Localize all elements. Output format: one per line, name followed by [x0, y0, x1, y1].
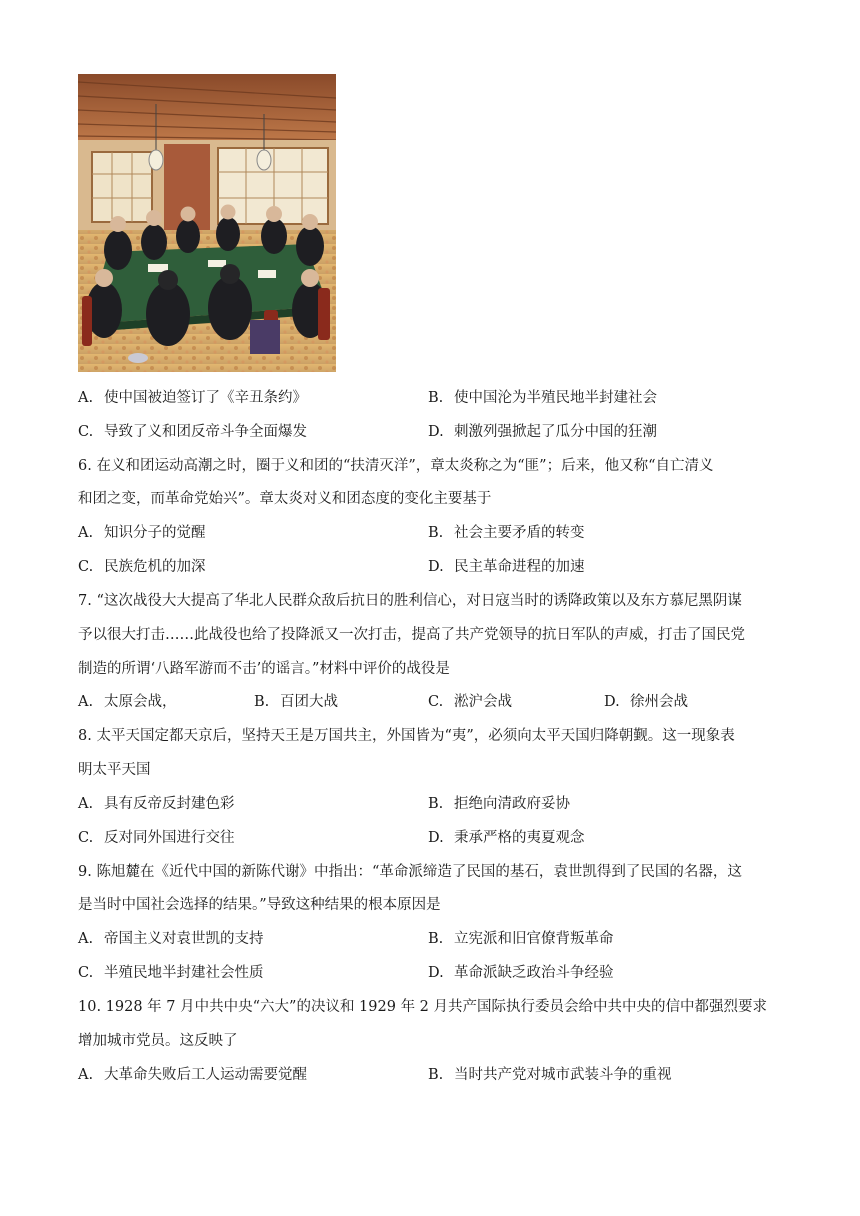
- q9-stem-line-1: 9. 陈旭麓在《近代中国的新陈代谢》中指出：“革命派缔造了民国的基石，袁世凯得到了民国的名器，这: [78, 864, 742, 880]
- option-letter: C.: [428, 694, 444, 710]
- option-letter: A.: [78, 931, 94, 947]
- option-text: 半殖民地半封建社会性质: [104, 965, 264, 981]
- option-text: 反对同外国进行交往: [104, 830, 235, 846]
- option-text: 具有反帝反封建色彩: [104, 796, 235, 812]
- q6-option-c: [78, 557, 206, 577]
- option-letter: A.: [78, 525, 94, 541]
- option-letter: A.: [78, 390, 94, 406]
- option-letter: D.: [428, 965, 444, 981]
- q7-option-a: [78, 692, 177, 712]
- q5-option-d: [428, 422, 657, 442]
- q9-stem-line-2: 是当时中国社会选择的结果。”导致这种结果的根本原因是: [78, 897, 441, 913]
- option-letter: A.: [78, 694, 94, 710]
- q7-option-d: [604, 692, 688, 712]
- option-text: 刺激列强掀起了瓜分中国的狂潮: [454, 424, 657, 440]
- option-letter: A.: [78, 1067, 94, 1083]
- option-letter: D.: [428, 830, 444, 846]
- option-text: 当时共产党对城市武装斗争的重视: [454, 1067, 672, 1083]
- option-text: 民族危机的加深: [104, 559, 206, 575]
- q7-stem-line-2: 予以很大打击……此战役也给了投降派又一次打击，提高了共产党领导的抗日军队的声威，打击了国民党: [78, 627, 745, 643]
- q8-option-b: [428, 794, 570, 814]
- option-text: 拒绝向清政府妥协: [454, 796, 570, 812]
- option-text: 革命派缺乏政治斗争经验: [454, 965, 614, 981]
- option-text: 大革命失败后工人运动需要觉醒: [104, 1067, 307, 1083]
- option-letter: B.: [428, 1067, 444, 1083]
- option-letter: C.: [78, 830, 94, 846]
- option-text: 民主革命进程的加速: [454, 559, 585, 575]
- q6-stem-line-2: 和团之变，而革命党始兴”。章太炎对义和团态度的变化主要基于: [78, 491, 492, 507]
- option-text: 秉承严格的夷夏观念: [454, 830, 585, 846]
- option-letter: B.: [428, 931, 444, 947]
- q6-option-b: [428, 523, 585, 543]
- q8-stem-line-2: 明太平天国: [78, 762, 151, 778]
- option-text: 社会主要矛盾的转变: [454, 525, 585, 541]
- q6-option-d: [428, 557, 585, 577]
- q10-stem-line-1: 10. 1928 年 7 月中共中央“六大”的决议和 1929 年 2 月共产国际执行委员会给中共中央的信中都强烈要求: [78, 999, 768, 1015]
- q9-option-c: [78, 963, 264, 983]
- q5-option-b: [428, 388, 657, 408]
- q7-stem-line-1: 7. “这次战役大大提高了华北人民群众敌后抗日的胜利信心，对日寇当时的诱降政策以及东方慕尼黑阴谋: [78, 593, 742, 609]
- option-text: 立宪派和旧官僚背叛革命: [454, 931, 614, 947]
- option-letter: C.: [78, 559, 94, 575]
- q9-option-a: [78, 929, 264, 949]
- option-text: 百团大战: [280, 694, 338, 710]
- q10-stem-line-2: 增加城市党员。这反映了: [78, 1033, 238, 1049]
- option-letter: B.: [428, 525, 444, 541]
- option-text: 知识分子的觉醒: [104, 525, 206, 541]
- option-letter: C.: [78, 424, 94, 440]
- option-letter: B.: [428, 796, 444, 812]
- option-letter: D.: [604, 694, 620, 710]
- q10-option-a: [78, 1065, 307, 1085]
- option-letter: B.: [254, 694, 270, 710]
- option-text: 使中国被迫签订了《辛丑条约》: [104, 390, 307, 406]
- option-text: 太原会战，: [104, 694, 177, 710]
- option-letter: D.: [428, 559, 444, 575]
- option-letter: C.: [78, 965, 94, 981]
- q10-option-b: [428, 1065, 672, 1085]
- q7-option-b: [254, 692, 338, 712]
- q8-stem-line-1: 8. 太平天国定都天京后，坚持天王是万国共主，外国皆为“夷”，必须向太平天国归降朝觐。这一现象表: [78, 728, 735, 744]
- conference-painting: [78, 74, 336, 372]
- option-text: 徐州会战: [630, 694, 688, 710]
- q8-option-d: [428, 828, 585, 848]
- q6-stem-line-1: 6. 在义和团运动高潮之时，圈于义和团的“扶清灭洋”，章太炎称之为“匪”；后来，他又称“自亡清义: [78, 458, 714, 474]
- q5-option-c: [78, 422, 307, 442]
- option-text: 淞沪会战: [454, 694, 512, 710]
- option-text: 帝国主义对袁世凯的支持: [104, 931, 264, 947]
- q7-option-c: [428, 692, 512, 712]
- option-letter: B.: [428, 390, 444, 406]
- q9-option-d: [428, 963, 614, 983]
- q8-option-a: [78, 794, 235, 814]
- q7-stem-line-3: 制造的所谓‘八路军游而不击’的谣言。”材料中评价的战役是: [78, 661, 450, 677]
- q8-option-c: [78, 828, 235, 848]
- option-text: 使中国沦为半殖民地半封建社会: [454, 390, 657, 406]
- q5-option-a: [78, 388, 307, 408]
- option-letter: D.: [428, 424, 444, 440]
- option-letter: A.: [78, 796, 94, 812]
- option-text: 导致了义和团反帝斗争全面爆发: [104, 424, 307, 440]
- q6-option-a: [78, 523, 206, 543]
- q9-option-b: [428, 929, 614, 949]
